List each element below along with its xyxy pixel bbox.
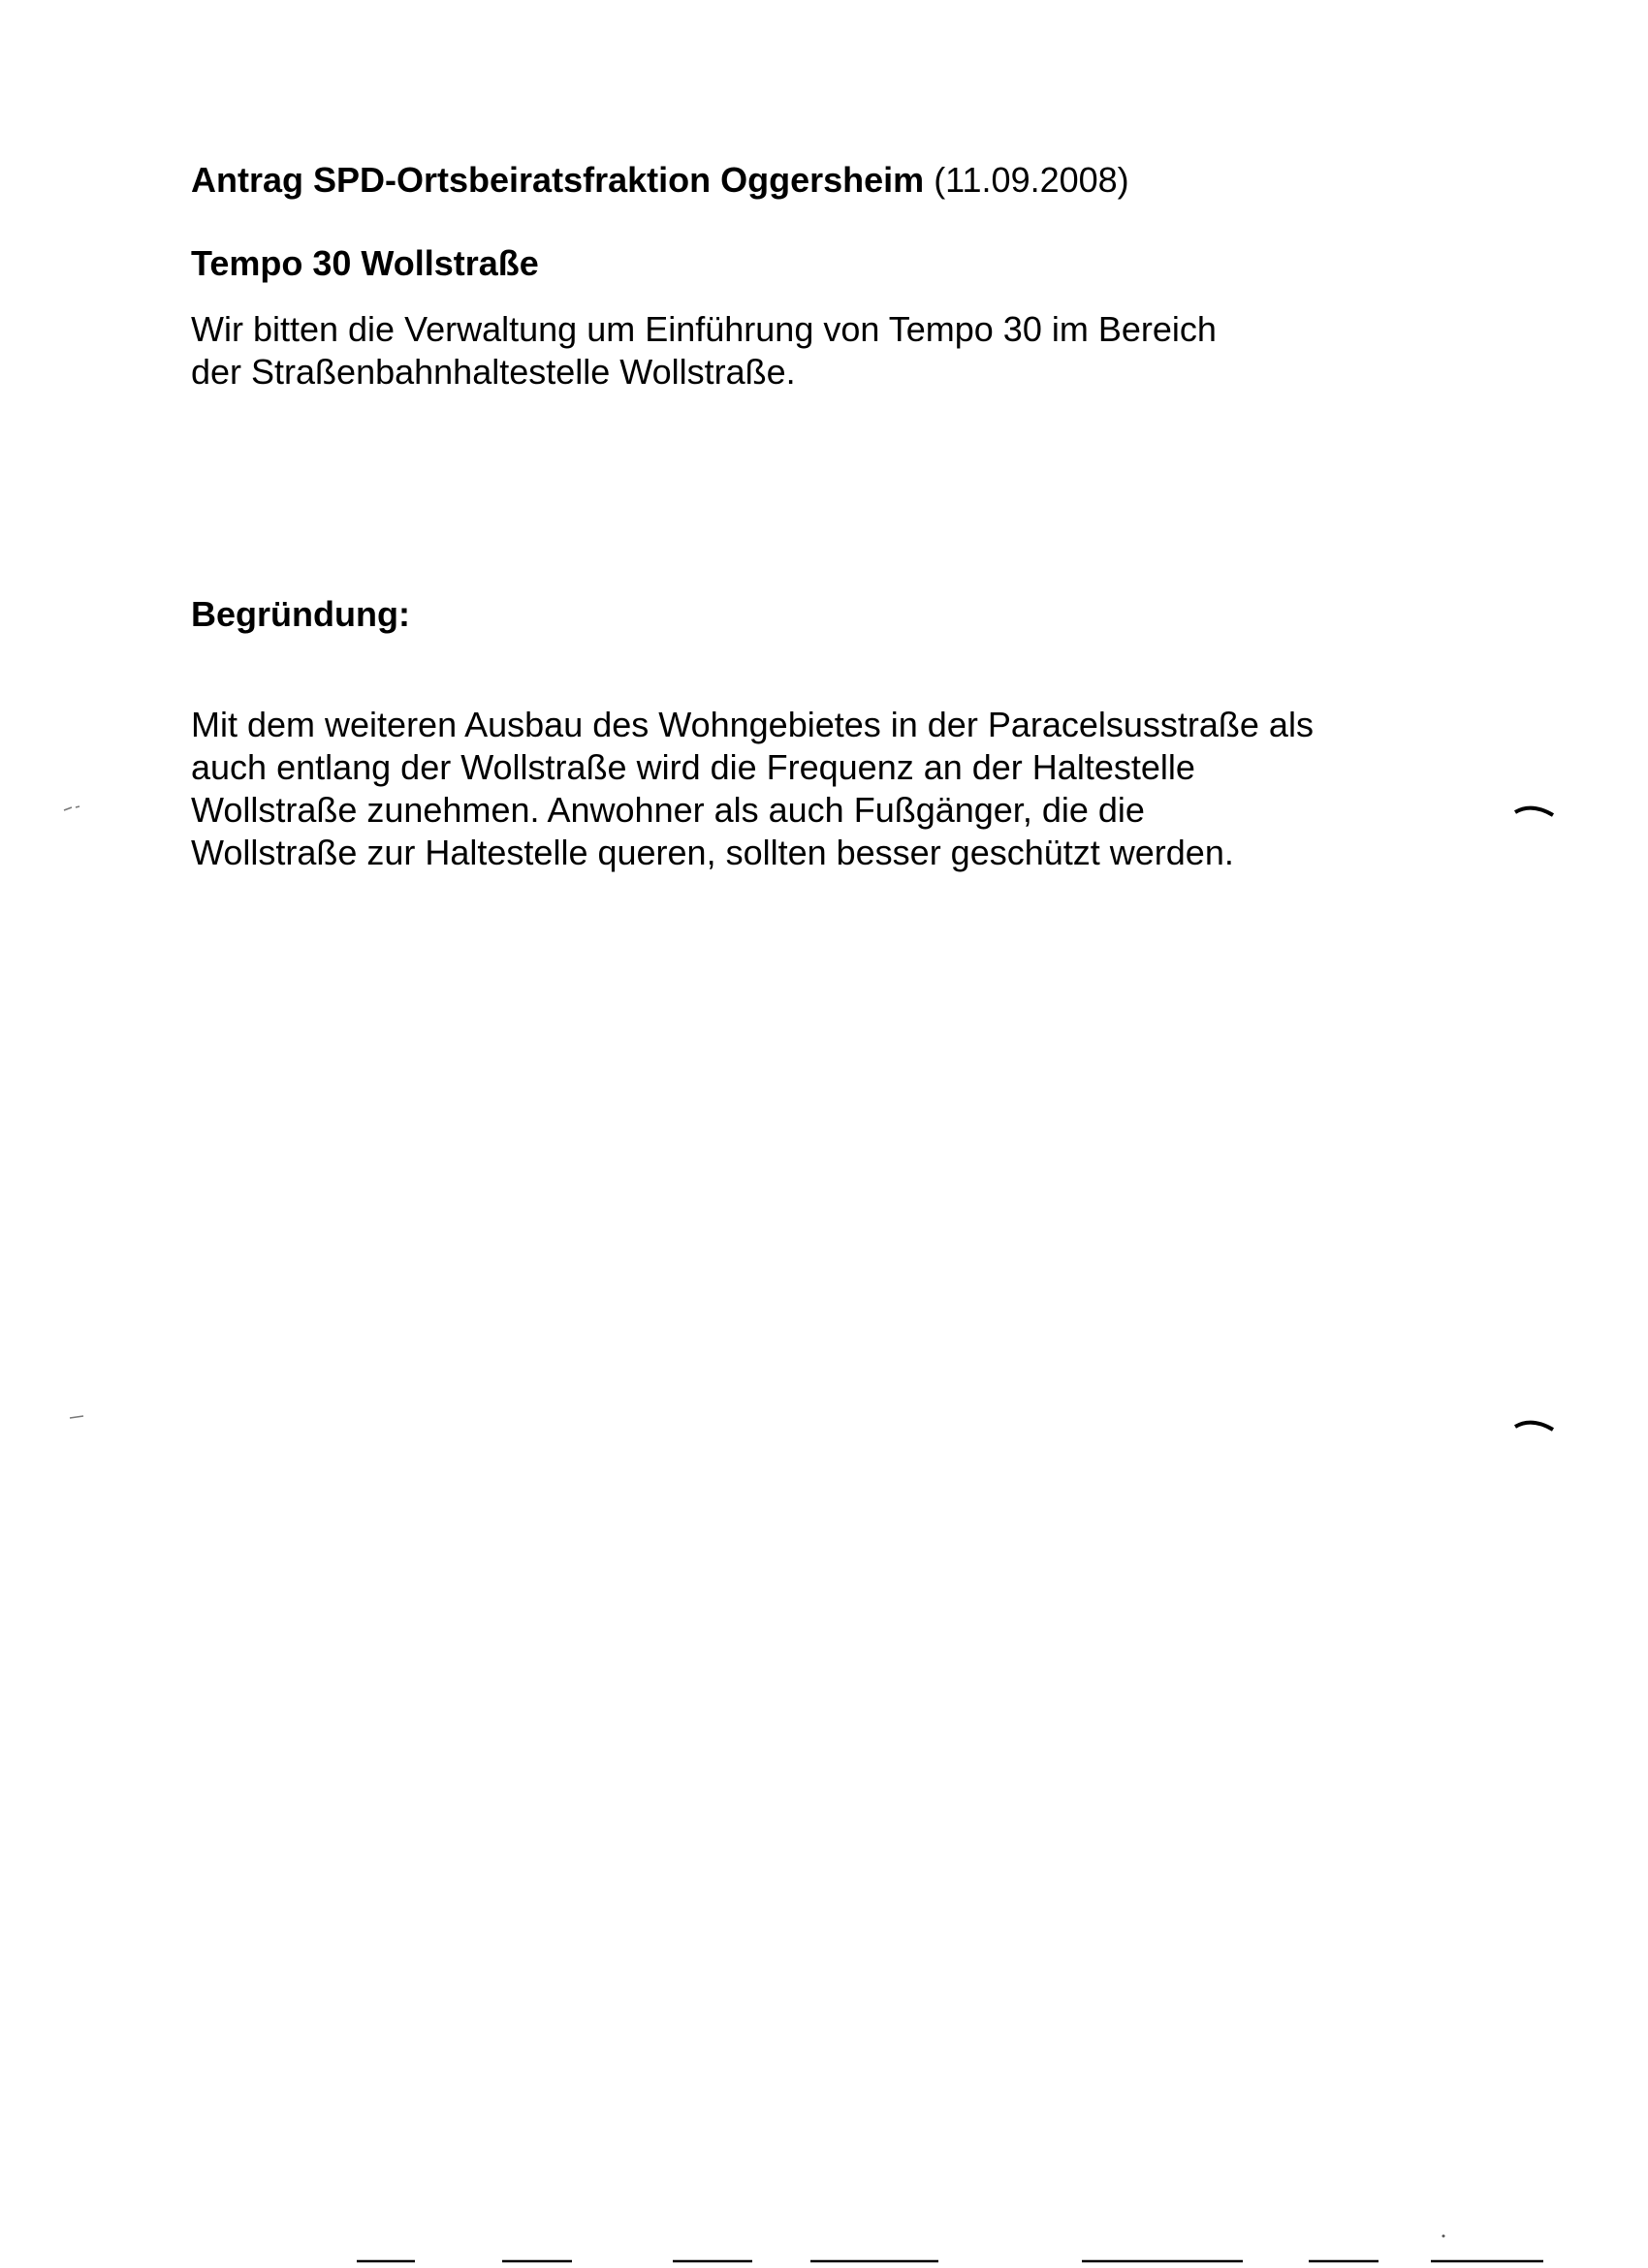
reason-line: auch entlang der Wollstraße wird die Frequenz an der Haltestelle: [191, 747, 1195, 787]
reason-line: Wollstraße zur Haltestelle queren, sollten besser geschützt werden.: [191, 833, 1234, 872]
request-line: Wir bitten die Verwaltung um Einführung von Tempo 30 im Bereich: [191, 309, 1217, 349]
scan-artifact-bottom-dot: [1441, 2233, 1446, 2239]
document-title: [191, 159, 1129, 202]
scan-artifact-left-lower: [68, 1413, 87, 1421]
reason-heading: Begründung:: [191, 594, 410, 634]
title-date: (11.09.2008): [934, 160, 1129, 200]
reason-paragraph: [191, 704, 1500, 874]
reason-line: Wollstraße zunehmen. Anwohner als auch Fußgänger, die die: [191, 790, 1145, 830]
scan-artifact-right-upper: [1512, 801, 1557, 820]
request-line: der Straßenbahnhaltestelle Wollstraße.: [191, 352, 796, 392]
request-paragraph: [191, 308, 1451, 394]
scan-artifact-right-lower: [1512, 1415, 1557, 1434]
subheading: Tempo 30 Wollstraße: [191, 243, 539, 283]
title-text: Antrag SPD-Ortsbeiratsfraktion Oggersheim: [191, 160, 925, 200]
scan-artifact-bottom-lines: [0, 2254, 1648, 2268]
reason-line: Mit dem weiteren Ausbau des Wohngebietes in der Paracelsusstraße als: [191, 705, 1314, 744]
scan-artifact-left-upper: [62, 804, 81, 812]
